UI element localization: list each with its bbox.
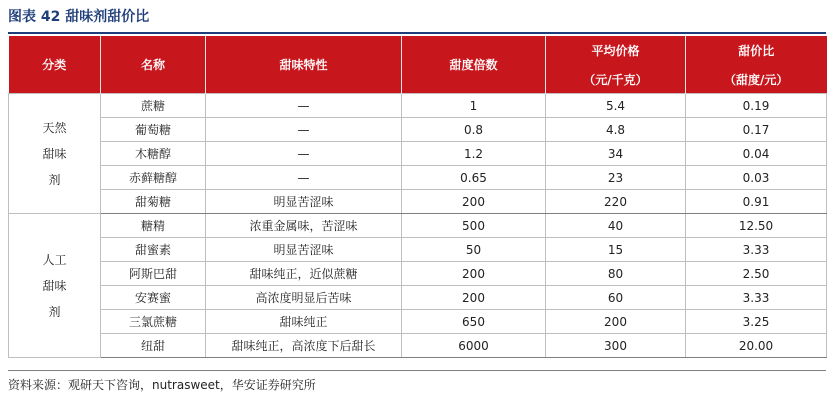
header-sweetness: 甜度倍数 xyxy=(402,36,546,94)
price-cell: 5.4 xyxy=(546,94,686,118)
trait-cell: — xyxy=(206,166,402,190)
table-row xyxy=(9,286,827,310)
trait-cell: 甜味纯正，近似蔗糖 xyxy=(206,262,402,286)
header-price-unit: （元/千克） xyxy=(546,65,686,94)
category-cell xyxy=(9,94,101,214)
trait-cell: 浓重金属味，苦涩味 xyxy=(206,214,402,238)
category-label: 剂 xyxy=(48,304,61,319)
figure-title: 图表 42 甜味剂甜价比 xyxy=(8,9,150,25)
ratio-cell: 2.50 xyxy=(686,262,827,286)
category-label: 人工 xyxy=(42,252,67,267)
name-cell: 阿斯巴甜 xyxy=(101,262,206,286)
trait-cell: 甜味纯正，高浓度下后甜长 xyxy=(206,334,402,358)
sweetness-cell: 200 xyxy=(402,262,546,286)
header-trait: 甜味特性 xyxy=(206,36,402,94)
table-row xyxy=(9,214,827,238)
name-cell: 糖精 xyxy=(101,214,206,238)
table-row xyxy=(9,310,827,334)
sweetener-table xyxy=(8,36,827,358)
table-row xyxy=(9,334,827,358)
header-name: 名称 xyxy=(101,36,206,94)
trait-cell: — xyxy=(206,142,402,166)
table-row xyxy=(9,94,827,118)
trait-cell: 明显苦涩味 xyxy=(206,238,402,262)
table-row xyxy=(9,238,827,262)
price-cell: 60 xyxy=(546,286,686,310)
table-body xyxy=(9,94,827,358)
table-row xyxy=(9,262,827,286)
ratio-cell: 12.50 xyxy=(686,214,827,238)
ratio-cell: 3.33 xyxy=(686,238,827,262)
price-cell: 4.8 xyxy=(546,118,686,142)
sweetness-cell: 500 xyxy=(402,214,546,238)
name-cell: 安赛蜜 xyxy=(101,286,206,310)
name-cell: 三氯蔗糖 xyxy=(101,310,206,334)
ratio-cell: 20.00 xyxy=(686,334,827,358)
sweetness-cell: 1.2 xyxy=(402,142,546,166)
category-label: 天然 xyxy=(42,120,67,135)
ratio-cell: 0.03 xyxy=(686,166,827,190)
header-ratio-unit: （甜度/元） xyxy=(686,65,827,94)
ratio-cell: 0.17 xyxy=(686,118,827,142)
sweetness-cell: 200 xyxy=(402,190,546,214)
name-cell: 葡萄糖 xyxy=(101,118,206,142)
name-cell: 蔗糖 xyxy=(101,94,206,118)
ratio-cell: 0.91 xyxy=(686,190,827,214)
ratio-cell: 0.19 xyxy=(686,94,827,118)
price-cell: 220 xyxy=(546,190,686,214)
ratio-cell: 3.25 xyxy=(686,310,827,334)
table-row xyxy=(9,142,827,166)
bottom-divider xyxy=(8,370,826,371)
sweetness-cell: 0.8 xyxy=(402,118,546,142)
sweetness-cell: 6000 xyxy=(402,334,546,358)
header-category: 分类 xyxy=(9,36,101,94)
category-cell xyxy=(9,214,101,358)
trait-cell: 甜味纯正 xyxy=(206,310,402,334)
trait-cell: — xyxy=(206,118,402,142)
table-row xyxy=(9,190,827,214)
ratio-cell: 3.33 xyxy=(686,286,827,310)
sweetness-cell: 200 xyxy=(402,286,546,310)
header-ratio: 甜价比 xyxy=(686,36,827,65)
table-row xyxy=(9,166,827,190)
name-cell: 甜菊糖 xyxy=(101,190,206,214)
trait-cell: — xyxy=(206,94,402,118)
price-cell: 300 xyxy=(546,334,686,358)
trait-cell: 明显苦涩味 xyxy=(206,190,402,214)
sweetness-cell: 1 xyxy=(402,94,546,118)
source-note: 资料来源：观研天下咨询，nutrasweet，华安证券研究所 xyxy=(8,378,316,392)
title-divider xyxy=(8,32,826,34)
category-label: 甜味 xyxy=(42,278,67,293)
name-cell: 木糖醇 xyxy=(101,142,206,166)
name-cell: 甜蜜素 xyxy=(101,238,206,262)
sweetness-cell: 650 xyxy=(402,310,546,334)
category-label: 甜味 xyxy=(42,146,67,161)
price-cell: 200 xyxy=(546,310,686,334)
price-cell: 34 xyxy=(546,142,686,166)
price-cell: 80 xyxy=(546,262,686,286)
trait-cell: 高浓度明显后苦味 xyxy=(206,286,402,310)
sweetness-cell: 50 xyxy=(402,238,546,262)
name-cell: 纽甜 xyxy=(101,334,206,358)
ratio-cell: 0.04 xyxy=(686,142,827,166)
price-cell: 40 xyxy=(546,214,686,238)
category-label: 剂 xyxy=(48,172,61,187)
header-price: 平均价格 xyxy=(546,36,686,65)
name-cell: 赤藓糖醇 xyxy=(101,166,206,190)
sweetness-cell: 0.65 xyxy=(402,166,546,190)
price-cell: 15 xyxy=(546,238,686,262)
table-row xyxy=(9,118,827,142)
price-cell: 23 xyxy=(546,166,686,190)
